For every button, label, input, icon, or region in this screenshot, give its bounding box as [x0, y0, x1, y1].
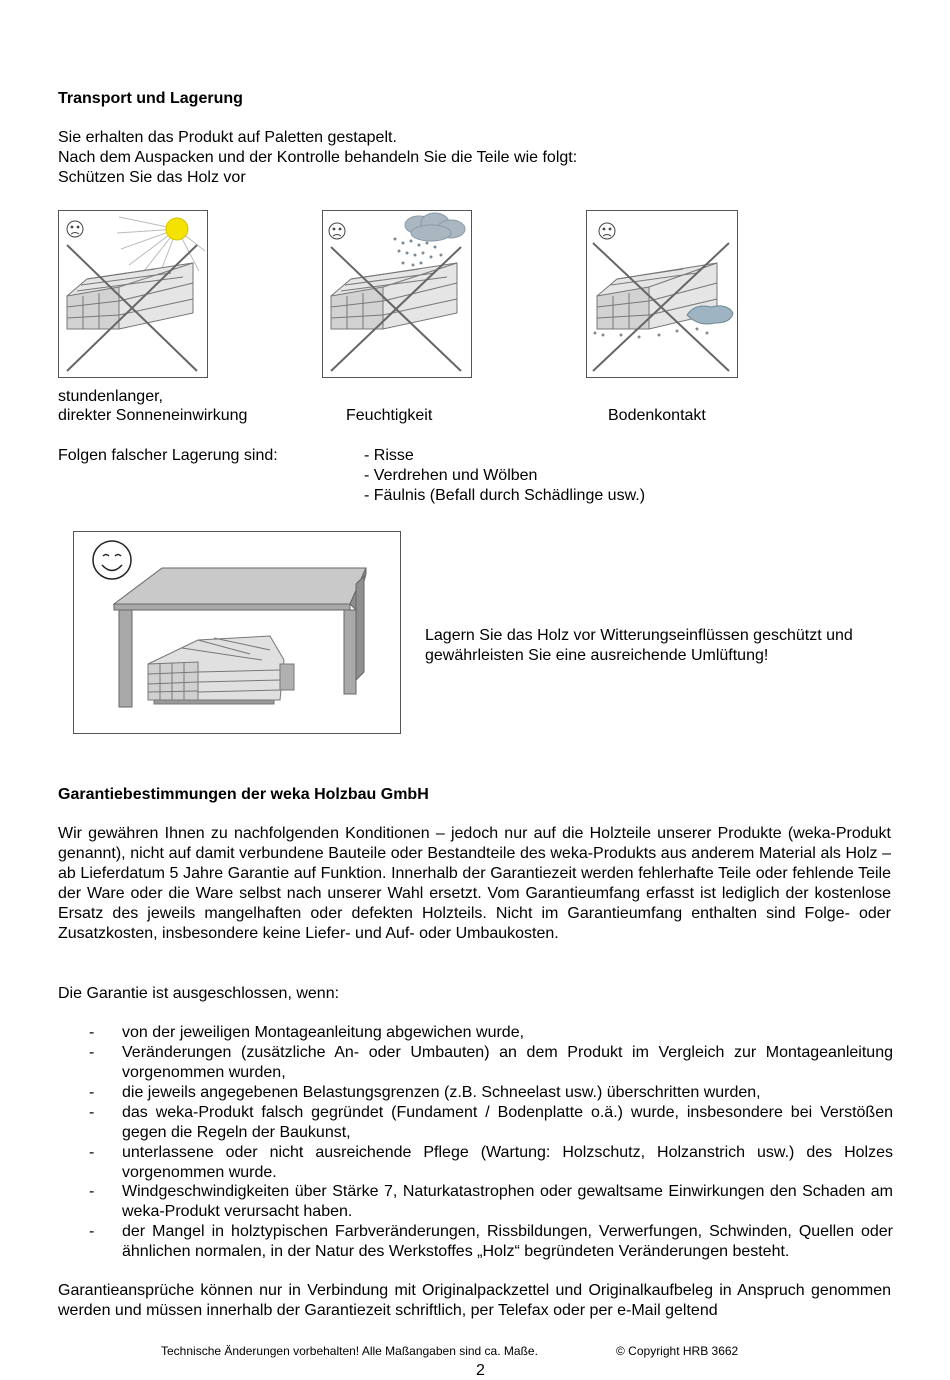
- list-item: [60, 1083, 893, 1103]
- list-item-text: die jeweils angegebenen Belastungsgrenzen (z.B. Schneelast usw.) überschritten wurden,: [122, 1084, 761, 1101]
- consequence-item: - Fäulnis (Befall durch Schädlinge usw.): [364, 487, 646, 504]
- ground-contact-illustration: [586, 210, 738, 378]
- guarantee-paragraph: Wir gewähren Ihnen zu nachfolgenden Konditionen – jedoch nur auf die Holzteile unserer Produkte (weka-Produkt genannt), nicht auf damit verbundene Bauteile oder Bestandteile des weka-Produkts aus anderem Material als Holz – ab Lieferdatum 5 Jahre Garantie auf Funktion. Innerhalb der Garantiezeit werden fehlerhafte Teile oder fehlende Teile der Ware oder die Ware selbst nach unserer Wahl ersetzt. Vom Garantieumfang erfasst ist lediglich der kostenlose Ersatz des jeweils mangelhaften oder defekten Holzteils. Nicht im Garantieumfang enthalten sind Folge- oder Zusatzkosten, insbesondere keine Liefer- und Auf- oder Umbaukosten.: [58, 825, 891, 942]
- consequence-item: - Verdrehen und Wölben: [364, 467, 538, 484]
- consequences-label: Folgen falscher Lagerung sind:: [58, 447, 278, 464]
- storage-advice-line-2: gewährleisten Sie eine ausreichende Umlüftung!: [425, 647, 769, 664]
- list-bullet: -: [89, 1144, 95, 1161]
- list-item: [60, 1103, 893, 1143]
- heading-transport: Transport und Lagerung: [58, 90, 243, 107]
- sun-exposure-illustration: [58, 210, 208, 378]
- list-item: [60, 1043, 893, 1083]
- list-item: [60, 1222, 893, 1262]
- footer-notice: Technische Änderungen vorbehalten! Alle Maßangaben sind ca. Maße.: [161, 1344, 538, 1358]
- happy-face-icon: [93, 541, 131, 579]
- sun-icon: [166, 218, 188, 240]
- consequence-item: - Risse: [364, 447, 414, 464]
- list-bullet: -: [89, 1104, 95, 1121]
- sad-face-icon: [599, 223, 615, 239]
- exclusion-intro: Die Garantie ist ausgeschlossen, wenn:: [58, 985, 340, 1002]
- list-item: [60, 1023, 893, 1043]
- page-number: 2: [476, 1362, 485, 1379]
- list-item-text: von der jeweiligen Montageanleitung abgewichen wurde,: [122, 1024, 525, 1041]
- list-item-text: der Mangel in holztypischen Farbveränderungen, Rissbildungen, Verwerfungen, Schwinden, Quellen oder ähnlichen normalen, in der Natur des Werkstoffes „Holz“ begründeten Veränderungen besteht.: [122, 1223, 893, 1260]
- list-bullet: -: [89, 1044, 95, 1061]
- rain-cloud-icon: [405, 213, 465, 241]
- footer-copyright: © Copyright HRB 3662: [616, 1344, 739, 1358]
- list-bullet: -: [89, 1183, 95, 1200]
- heading-guarantee: Garantiebestimmungen der weka Holzbau GmbH: [58, 786, 429, 803]
- list-item: [60, 1182, 893, 1222]
- intro-line-2: Nach dem Auspacken und der Kontrolle behandeln Sie die Teile wie folgt:: [58, 149, 578, 166]
- list-bullet: -: [89, 1223, 95, 1240]
- list-item-text: unterlassene oder nicht ausreichende Pflege (Wartung: Holzschutz, Holzanstrich usw.) des Holzes vorgenommen wurde.: [122, 1144, 893, 1181]
- caption-sun-line-2: direkter Sonneneinwirkung: [58, 407, 248, 424]
- list-item-text: Windgeschwindigkeiten über Stärke 7, Naturkatastrophen oder gewaltsame Einwirkungen den Schaden am weka-Produkt verursacht haben.: [122, 1183, 893, 1220]
- list-item-text: Veränderungen (zusätzliche An- oder Umbauten) an dem Produkt im Vergleich zur Montageanleitung vorgenommen wurden,: [122, 1044, 893, 1081]
- sad-face-icon: [67, 221, 83, 237]
- list-bullet: -: [89, 1084, 95, 1101]
- covered-storage-illustration: [73, 531, 401, 734]
- intro-line-1: Sie erhalten das Produkt auf Paletten gestapelt.: [58, 129, 397, 146]
- sad-face-icon: [329, 223, 345, 239]
- storage-advice-line-1: Lagern Sie das Holz vor Witterungseinflüssen geschützt und: [425, 627, 853, 644]
- moisture-illustration: [322, 210, 472, 378]
- list-bullet: -: [89, 1024, 95, 1041]
- claims-paragraph: Garantieansprüche können nur in Verbindung mit Originalpackzettel und Originalkaufbeleg in Anspruch genommen werden und müssen innerhalb der Garantiezeit schriftlich, per Telefax oder per e-Mail geltend: [58, 1282, 891, 1319]
- caption-sun-line-1: stundenlanger,: [58, 388, 163, 405]
- caption-moisture: Feuchtigkeit: [346, 407, 433, 424]
- intro-line-3: Schützen Sie das Holz vor: [58, 169, 246, 186]
- caption-ground-contact: Bodenkontakt: [608, 407, 706, 424]
- puddle-icon: [687, 306, 733, 324]
- list-item: [60, 1143, 893, 1183]
- list-item-text: das weka-Produkt falsch gegründet (Fundament / Bodenplatte o.ä.) wurde, insbesondere bei Verstößen gegen die Regeln der Baukunst,: [122, 1104, 893, 1141]
